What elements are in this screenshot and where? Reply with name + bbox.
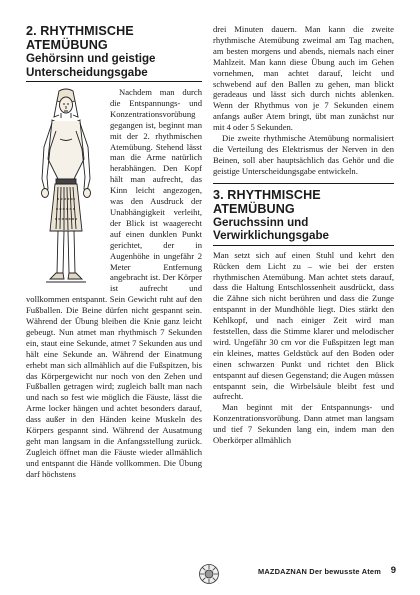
egyptian-figure-illustration [26, 87, 106, 288]
section-divider [213, 183, 394, 216]
body-paragraph: Nachdem man durch die Entspannungs- und Konzentrationsvorübung gegangen ist, beginnt man mit der 2. rhythmischen Atemübung. Stehend lässt man die Arme natürlich herabhängen. Den Kopf hält man aufrecht, das Kinn leicht angezogen, was den Ausdruck der Unabhängigkeit verleiht, der Blick ist waagerecht auf einen dunklen Punkt gerichtet, der in Augenhöhe in ungefähr 2 Meter Entfernung angebracht ist. Der Körper ist aufrecht und vollkommen entspannt. Sein Gewicht ruht auf den Fußballen. Die Beine dürfen nicht gespannt sein. Während der Übung bleiben die Knie ganz leicht gebeugt. Nun atmet man rhythmisch 7 Sekunden ein, staut eine Sekunde, atmet 7 Sekunden aus und hält eine Sekunde an. Während der Einatmung erhebt man sich allmählich auf die Fußspitzen, bis das Körpergewicht nur noch von den Zehen und Fußballen getragen wird; zugleich ballt man nach und nach so fest wie möglich die Fäuste, lässt die Arme locker hängen und achtet besonders darauf, dass außer in den Händen keine Muskeln des Körpers gespannt sind. Während der Ausatmung geht man langsam in die Anfangsstellung zurück. Zugleich öffnet man die Fäuste wieder allmählich und entspannt die Hände vollkommen. Die Übung darf höchstens [26, 87, 202, 479]
right-column [213, 24, 394, 446]
body-paragraph: Man setzt sich auf einen Stuhl und kehrt den Rücken dem Licht zu – wie bei der ersten rhythmischen Atemübung. Man achtet stets darauf, dass die Haltung Entschlossenheit ausdrückt, dass die Zähne sich nicht berühren und dass die Zunge entspannt in der Mundhöhle liegt. Dies stärkt den Kehlkopf, und nach einiger Zeit wird man feststellen, dass die Stimme klarer und melodischer wird. Ungefähr 30 cm vor die Fußspitzen legt man ein kleines, mattes Geldstück auf den Boden oder einen schwarzen Punkt und richtet den Blick entspannt auf diesen Gegenstand; die Augen müssen entspannt sein, die Wirbelsäule bleibt fest und aufrecht. [213, 249, 394, 402]
section-subheading-3: Geruchssinn und Verwirklichungsgabe [213, 216, 394, 246]
sun-emblem-icon [198, 563, 220, 585]
running-title: MAZDAZNAN Der bewusste Atem [258, 567, 381, 576]
section-heading-2: 2. RHYTHMISCHE ATEMÜBUNG [26, 24, 134, 52]
body-paragraph: drei Minuten dauern. Man kann die zweite rhythmische Atemübung zweimal am Tag machen, am besten morgens und abends, niemals nach einer Mahlzeit. Man kann diese Übung auch im Gehen vornehmen, man achtet darauf, leicht und schwebend auf den Ballen zu gehen, man blickt geradeaus und lässt sich durch nichts ablenken. Wenn der Rhythmus von je 7 Sekunden einem anfangs außer Atem bringt, übt man zunächst nur mit 4 oder 5 Sekunden. [213, 24, 394, 133]
page-number: 9 [390, 565, 396, 576]
body-paragraph: Die zweite rhythmische Atemübung normalisiert die Verteilung des Elektrismus der Nerven in den Beinen, soll aber hauptsächlich das Gehör und die geistige Unterscheidungsgabe entwickeln. [213, 133, 394, 176]
body-paragraph: Man beginnt mit der Entspannungs- und Konzentrationsvorübung. Dann atmet man langsam und tief 7 Sekunden lang ein, indem man den Oberkörper allmählich [213, 402, 394, 446]
page-footer [0, 563, 420, 583]
left-column [26, 24, 202, 480]
section-heading-3: 3. RHYTHMISCHE ATEMÜBUNG [213, 187, 321, 216]
section-subheading-2: Gehörsinn und geistige Unterscheidungsgabe [26, 52, 202, 82]
